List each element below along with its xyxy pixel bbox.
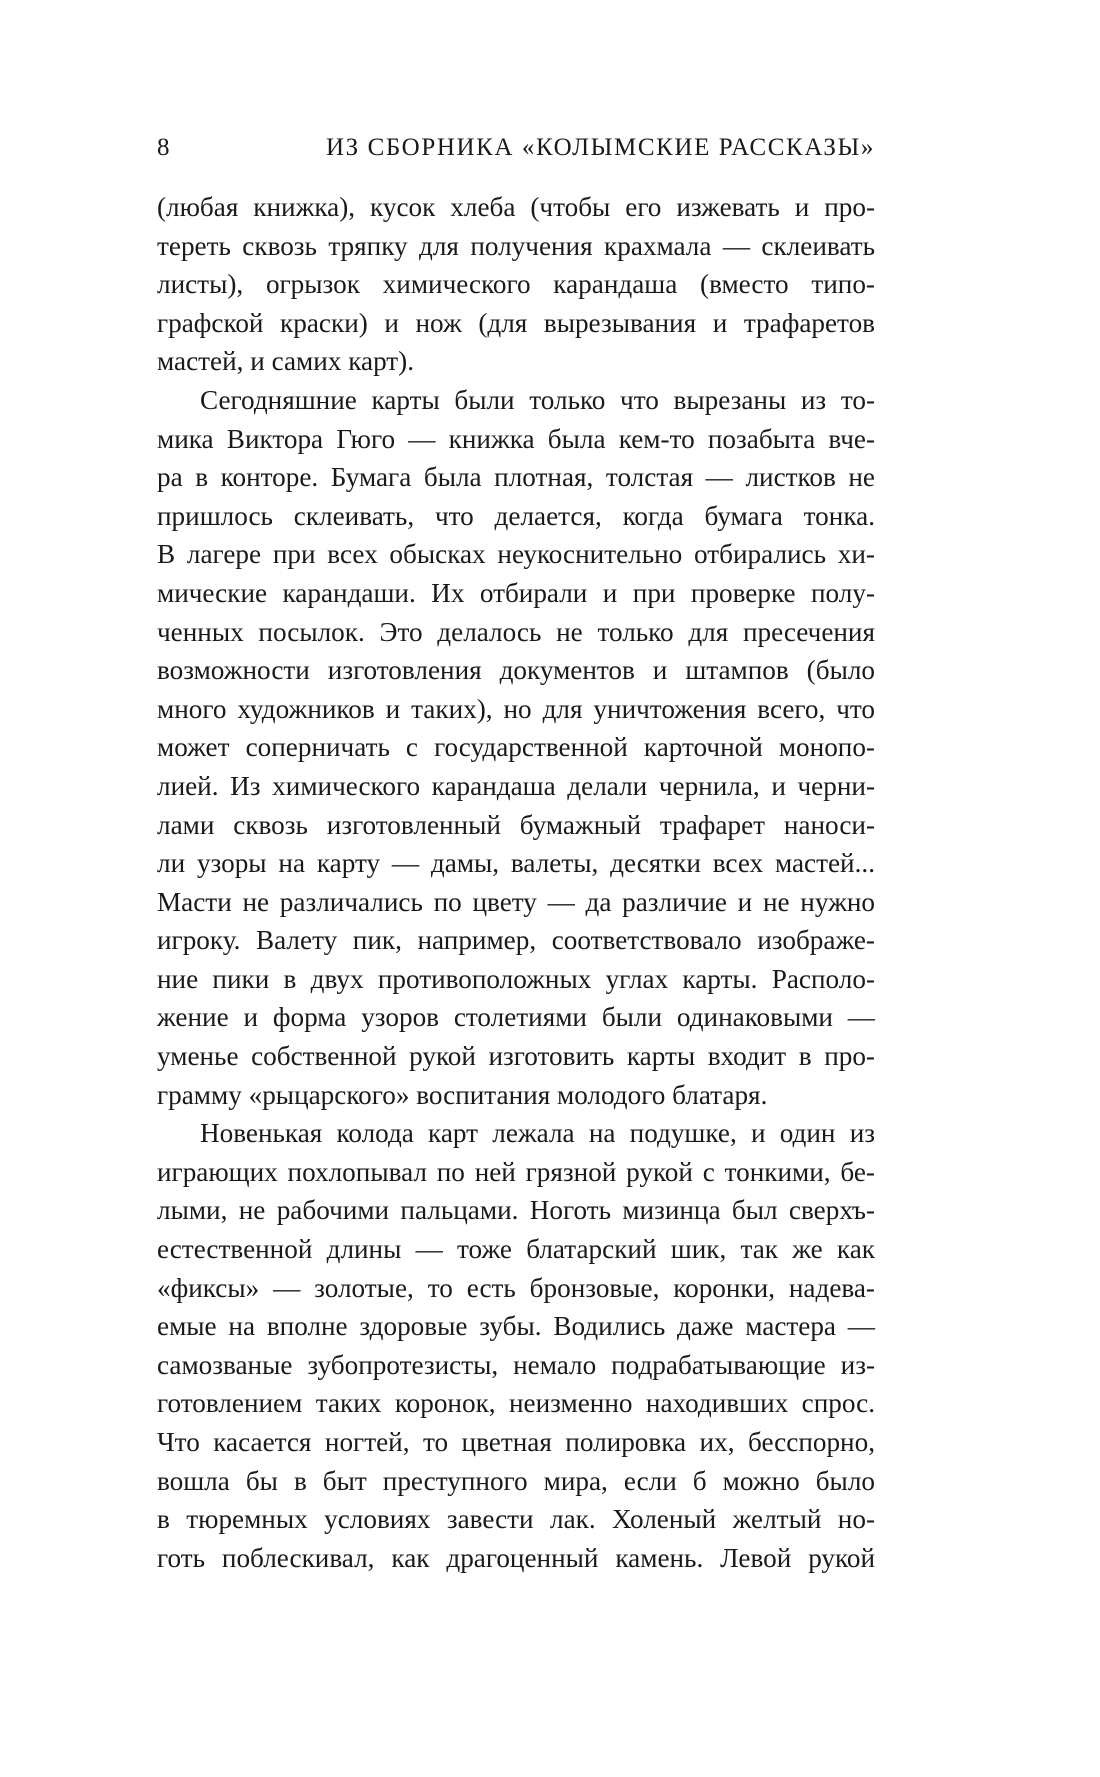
text-line: грамму «рыцарского» воспитания молодого блатаря. — [157, 1079, 768, 1110]
text-line: ра в конторе. Бумага была плотная, толстая — листков не — [157, 462, 875, 493]
page-number: 8 — [157, 134, 170, 161]
text-line: тереть сквозь тряпку для получения крахмала — склеивать — [157, 230, 875, 261]
text-line: играющих похлопывал по ней грязной рукой с тонкими, бе- — [157, 1156, 875, 1187]
text-line: уменье собственной рукой изготовить карты входит в про- — [157, 1041, 875, 1072]
text-line: готь поблескивал, как драгоценный камень. Левой рукой — [157, 1542, 875, 1573]
text-line: самозваные зубопротезисты, немало подрабатывающие из- — [157, 1349, 875, 1380]
text-line: Что касается ногтей, то цветная полировка их, бесспорно, — [157, 1427, 875, 1457]
text-line: может соперничать с государственной карточной монопо- — [157, 732, 875, 763]
text-line: Новенькая колода карт лежала на подушке, и один из — [200, 1118, 875, 1149]
text-line: Сегодняшние карты были только что вырезаны из то- — [200, 384, 875, 415]
text-line: естественной длины — тоже блатарский шик, так же как — [157, 1234, 875, 1265]
text-line: мика Виктора Гюго — книжка была кем-то позабыта вче- — [157, 423, 875, 454]
body-text — [157, 188, 875, 1577]
text-line: в тюремных условиях завести лак. Холеный желтый но- — [157, 1504, 875, 1535]
text-line: пришлось склеивать, что делается, когда бумага тонка. — [157, 500, 875, 531]
text-line: ли узоры на карту — дамы, валеты, десятки всех мастей... — [157, 848, 875, 879]
text-line: готовлением таких коронок, неизменно находивших спрос. — [157, 1388, 875, 1419]
running-head — [157, 130, 875, 166]
text-line: мастей, и самих карт). — [157, 346, 415, 377]
text-line: лией. Из химического карандаша делали чернила, и черни- — [157, 770, 875, 801]
text-line: ченных посылок. Это делалось не только для пресечения — [157, 616, 875, 647]
text-line: лыми, не рабочими пальцами. Ноготь мизинца был сверхъ- — [157, 1195, 875, 1226]
text-line: игроку. Валету пик, например, соответствовало изображе- — [157, 925, 875, 956]
text-line: много художников и таких), но для уничтожения всего, что — [157, 693, 875, 724]
text-line: Масти не различались по цвету — да различие и не нужно — [157, 886, 875, 917]
text-line: В лагере при всех обысках неукоснительно отбирались хи- — [157, 539, 875, 570]
text-line: графской краски) и нож (для вырезывания и трафаретов — [157, 307, 875, 338]
text-line: вошла бы в быт преступного мира, если б можно было — [157, 1465, 875, 1496]
text-line: лами сквозь изготовленный бумажный трафарет наноси- — [157, 809, 875, 840]
text-line: листы), огрызок химического карандаша (вместо типо- — [157, 269, 875, 300]
text-line: (любая книжка), кусок хлеба (чтобы его изжевать и про- — [157, 192, 875, 222]
text-line: ние пики в двух противоположных углах карты. Располо- — [157, 963, 875, 994]
text-line: мические карандаши. Их отбирали и при проверке полу- — [157, 577, 875, 608]
running-title: ИЗ СБОРНИКА «КОЛЫМСКИЕ РАССКАЗЫ» — [325, 134, 875, 161]
text-line: жение и форма узоров столетиями были одинаковыми — — [157, 1002, 875, 1033]
text-line: «фиксы» — золотые, то есть бронзовые, коронки, надева- — [157, 1272, 875, 1303]
text-line: возможности изготовления документов и штампов (было — [157, 655, 875, 686]
text-line: емые на вполне здоровые зубы. Водились даже мастера — — [157, 1311, 875, 1342]
